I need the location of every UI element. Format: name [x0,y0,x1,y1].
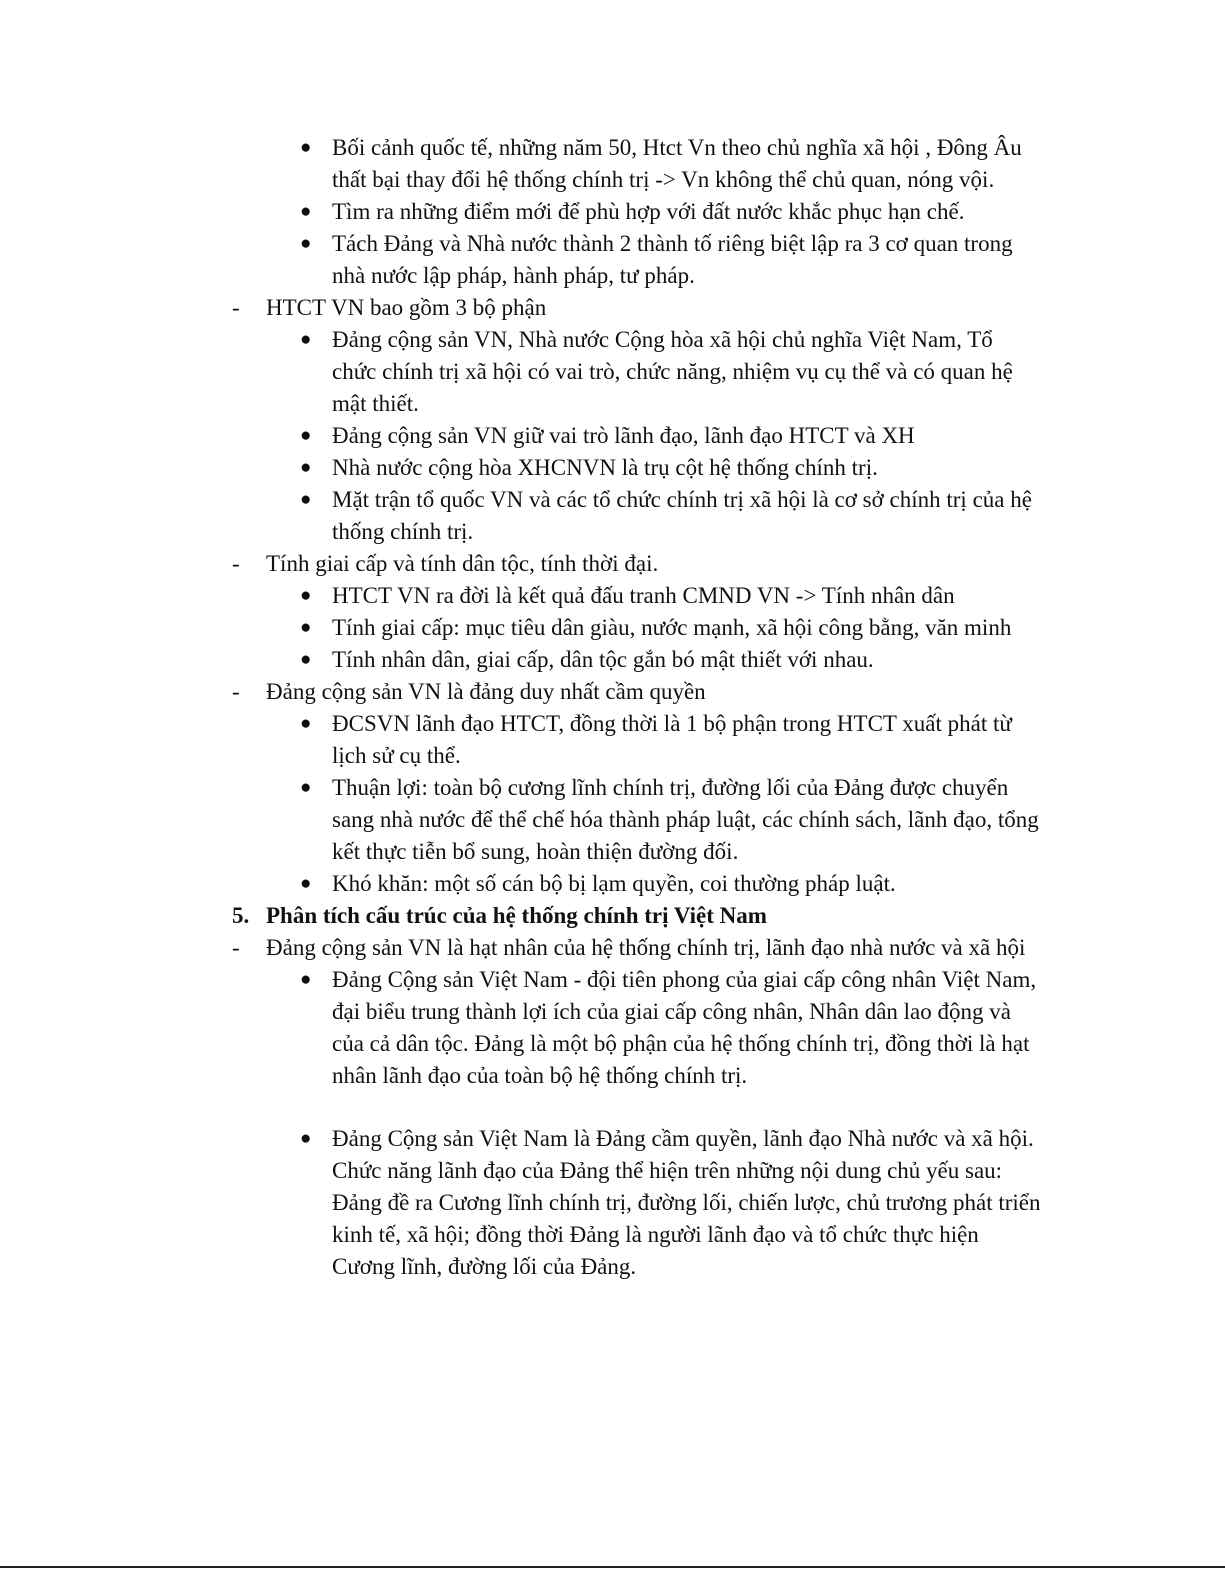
list-item [232,196,1042,228]
list-item [232,772,1042,868]
bullet-marker: ● [300,489,312,510]
dash-marker: - [232,295,240,320]
list-item-text: Đảng cộng sản VN giữ vai trò lãnh đạo, lãnh đạo HTCT và XH [332,423,915,448]
section-heading-text: Phân tích cấu trúc của hệ thống chính trị Việt Nam [266,903,767,928]
list-item [232,964,1042,1092]
list-item-text: Đảng Cộng sản Việt Nam là Đảng cầm quyền, lãnh đạo Nhà nước và xã hội. Chức năng lãnh đạo của Đảng thể hiện trên những nội dung chủ yếu sau: Đảng đề ra Cương lĩnh chính trị, đường lối, chiến lược, chủ trương phát triển kinh tế, xã hội; đồng thời Đảng là người lãnh đạo và tổ chức thực hiện Cương lĩnh, đường lối của Đảng. [332,1126,1041,1279]
dash-item-text: HTCT VN bao gồm 3 bộ phận [266,295,547,320]
list-item-text: Tách Đảng và Nhà nước thành 2 thành tố riêng biệt lập ra 3 cơ quan trong nhà nước lập pháp, hành pháp, tư pháp. [332,231,1013,288]
section-number: 5. [232,903,250,928]
bullet-marker: ● [300,713,312,734]
bullet-marker: ● [300,617,312,638]
list-item-text: Đảng cộng sản VN, Nhà nước Cộng hòa xã hội chủ nghĩa Việt Nam, Tổ chức chính trị xã hội có vai trò, chức năng, nhiệm vụ cụ thể và có quan hệ mật thiết. [332,327,1013,416]
bullet-marker: ● [300,777,312,798]
bullet-marker: ● [300,1128,312,1149]
bullet-marker: ● [300,233,312,254]
bullet-marker: ● [300,585,312,606]
list-item [232,452,1042,484]
dash-marker: - [232,935,240,960]
list-item [232,612,1042,644]
document-body [232,132,1042,1283]
bullet-marker: ● [300,649,312,670]
list-item [232,644,1042,676]
dash-marker: - [232,679,240,704]
list-item-text: Thuận lợi: toàn bộ cương lĩnh chính trị, đường lối của Đảng được chuyển sang nhà nước để thể chế hóa thành pháp luật, các chính sách, lãnh đạo, tổng kết thực tiễn bổ sung, hoàn thiện đường đối. [332,775,1039,864]
bullet-marker: ● [300,457,312,478]
list-item [232,484,1042,548]
dash-item-text: Tính giai cấp và tính dân tộc, tính thời đại. [266,551,659,576]
list-item-text: Mặt trận tổ quốc VN và các tổ chức chính trị xã hội là cơ sở chính trị của hệ thống chính trị. [332,487,1032,544]
dash-item [232,548,1042,580]
paragraph-gap [232,1092,1042,1123]
list-item [232,228,1042,292]
bullet-marker: ● [300,137,312,158]
dash-item [232,676,1042,708]
list-item [232,132,1042,196]
bullet-marker: ● [300,201,312,222]
bullet-marker: ● [300,329,312,350]
page-bottom-border [0,1566,1225,1568]
list-item-text: Tính nhân dân, giai cấp, dân tộc gắn bó mật thiết với nhau. [332,647,874,672]
list-item [232,1123,1042,1283]
list-item [232,324,1042,420]
dash-item-text: Đảng cộng sản VN là đảng duy nhất cầm quyền [266,679,706,704]
list-item [232,580,1042,612]
dash-item [232,292,1042,324]
list-item [232,708,1042,772]
list-item-text: HTCT VN ra đời là kết quả đấu tranh CMND VN -> Tính nhân dân [332,583,955,608]
bullet-marker: ● [300,425,312,446]
list-item-text: Tìm ra những điểm mới để phù hợp với đất nước khắc phục hạn chế. [332,199,965,224]
list-item-text: Khó khăn: một số cán bộ bị lạm quyền, coi thường pháp luật. [332,871,896,896]
list-item-text: Nhà nước cộng hòa XHCNVN là trụ cột hệ thống chính trị. [332,455,878,480]
list-item [232,868,1042,900]
dash-item-text: Đảng cộng sản VN là hạt nhân của hệ thống chính trị, lãnh đạo nhà nước và xã hội [266,935,1026,960]
list-item-text: Bối cảnh quốc tế, những năm 50, Htct Vn theo chủ nghĩa xã hội , Đông Âu thất bại thay đổi hệ thống chính trị -> Vn không thể chủ quan, nóng vội. [332,135,1022,192]
section-heading [232,900,1042,932]
dash-item [232,932,1042,964]
list-item-text: Đảng Cộng sản Việt Nam - đội tiên phong của giai cấp công nhân Việt Nam, đại biểu trung thành lợi ích của giai cấp công nhân, Nhân dân lao động và của cả dân tộc. Đảng là một bộ phận của hệ thống chính trị, đồng thời là hạt nhân lãnh đạo của toàn bộ hệ thống chính trị. [332,967,1037,1088]
list-item-text: Tính giai cấp: mục tiêu dân giàu, nước mạnh, xã hội công bằng, văn minh [332,615,1012,640]
list-item-text: ĐCSVN lãnh đạo HTCT, đồng thời là 1 bộ phận trong HTCT xuất phát từ lịch sử cụ thể. [332,711,1012,768]
bullet-marker: ● [300,873,312,894]
list-item [232,420,1042,452]
bullet-marker: ● [300,969,312,990]
dash-marker: - [232,551,240,576]
